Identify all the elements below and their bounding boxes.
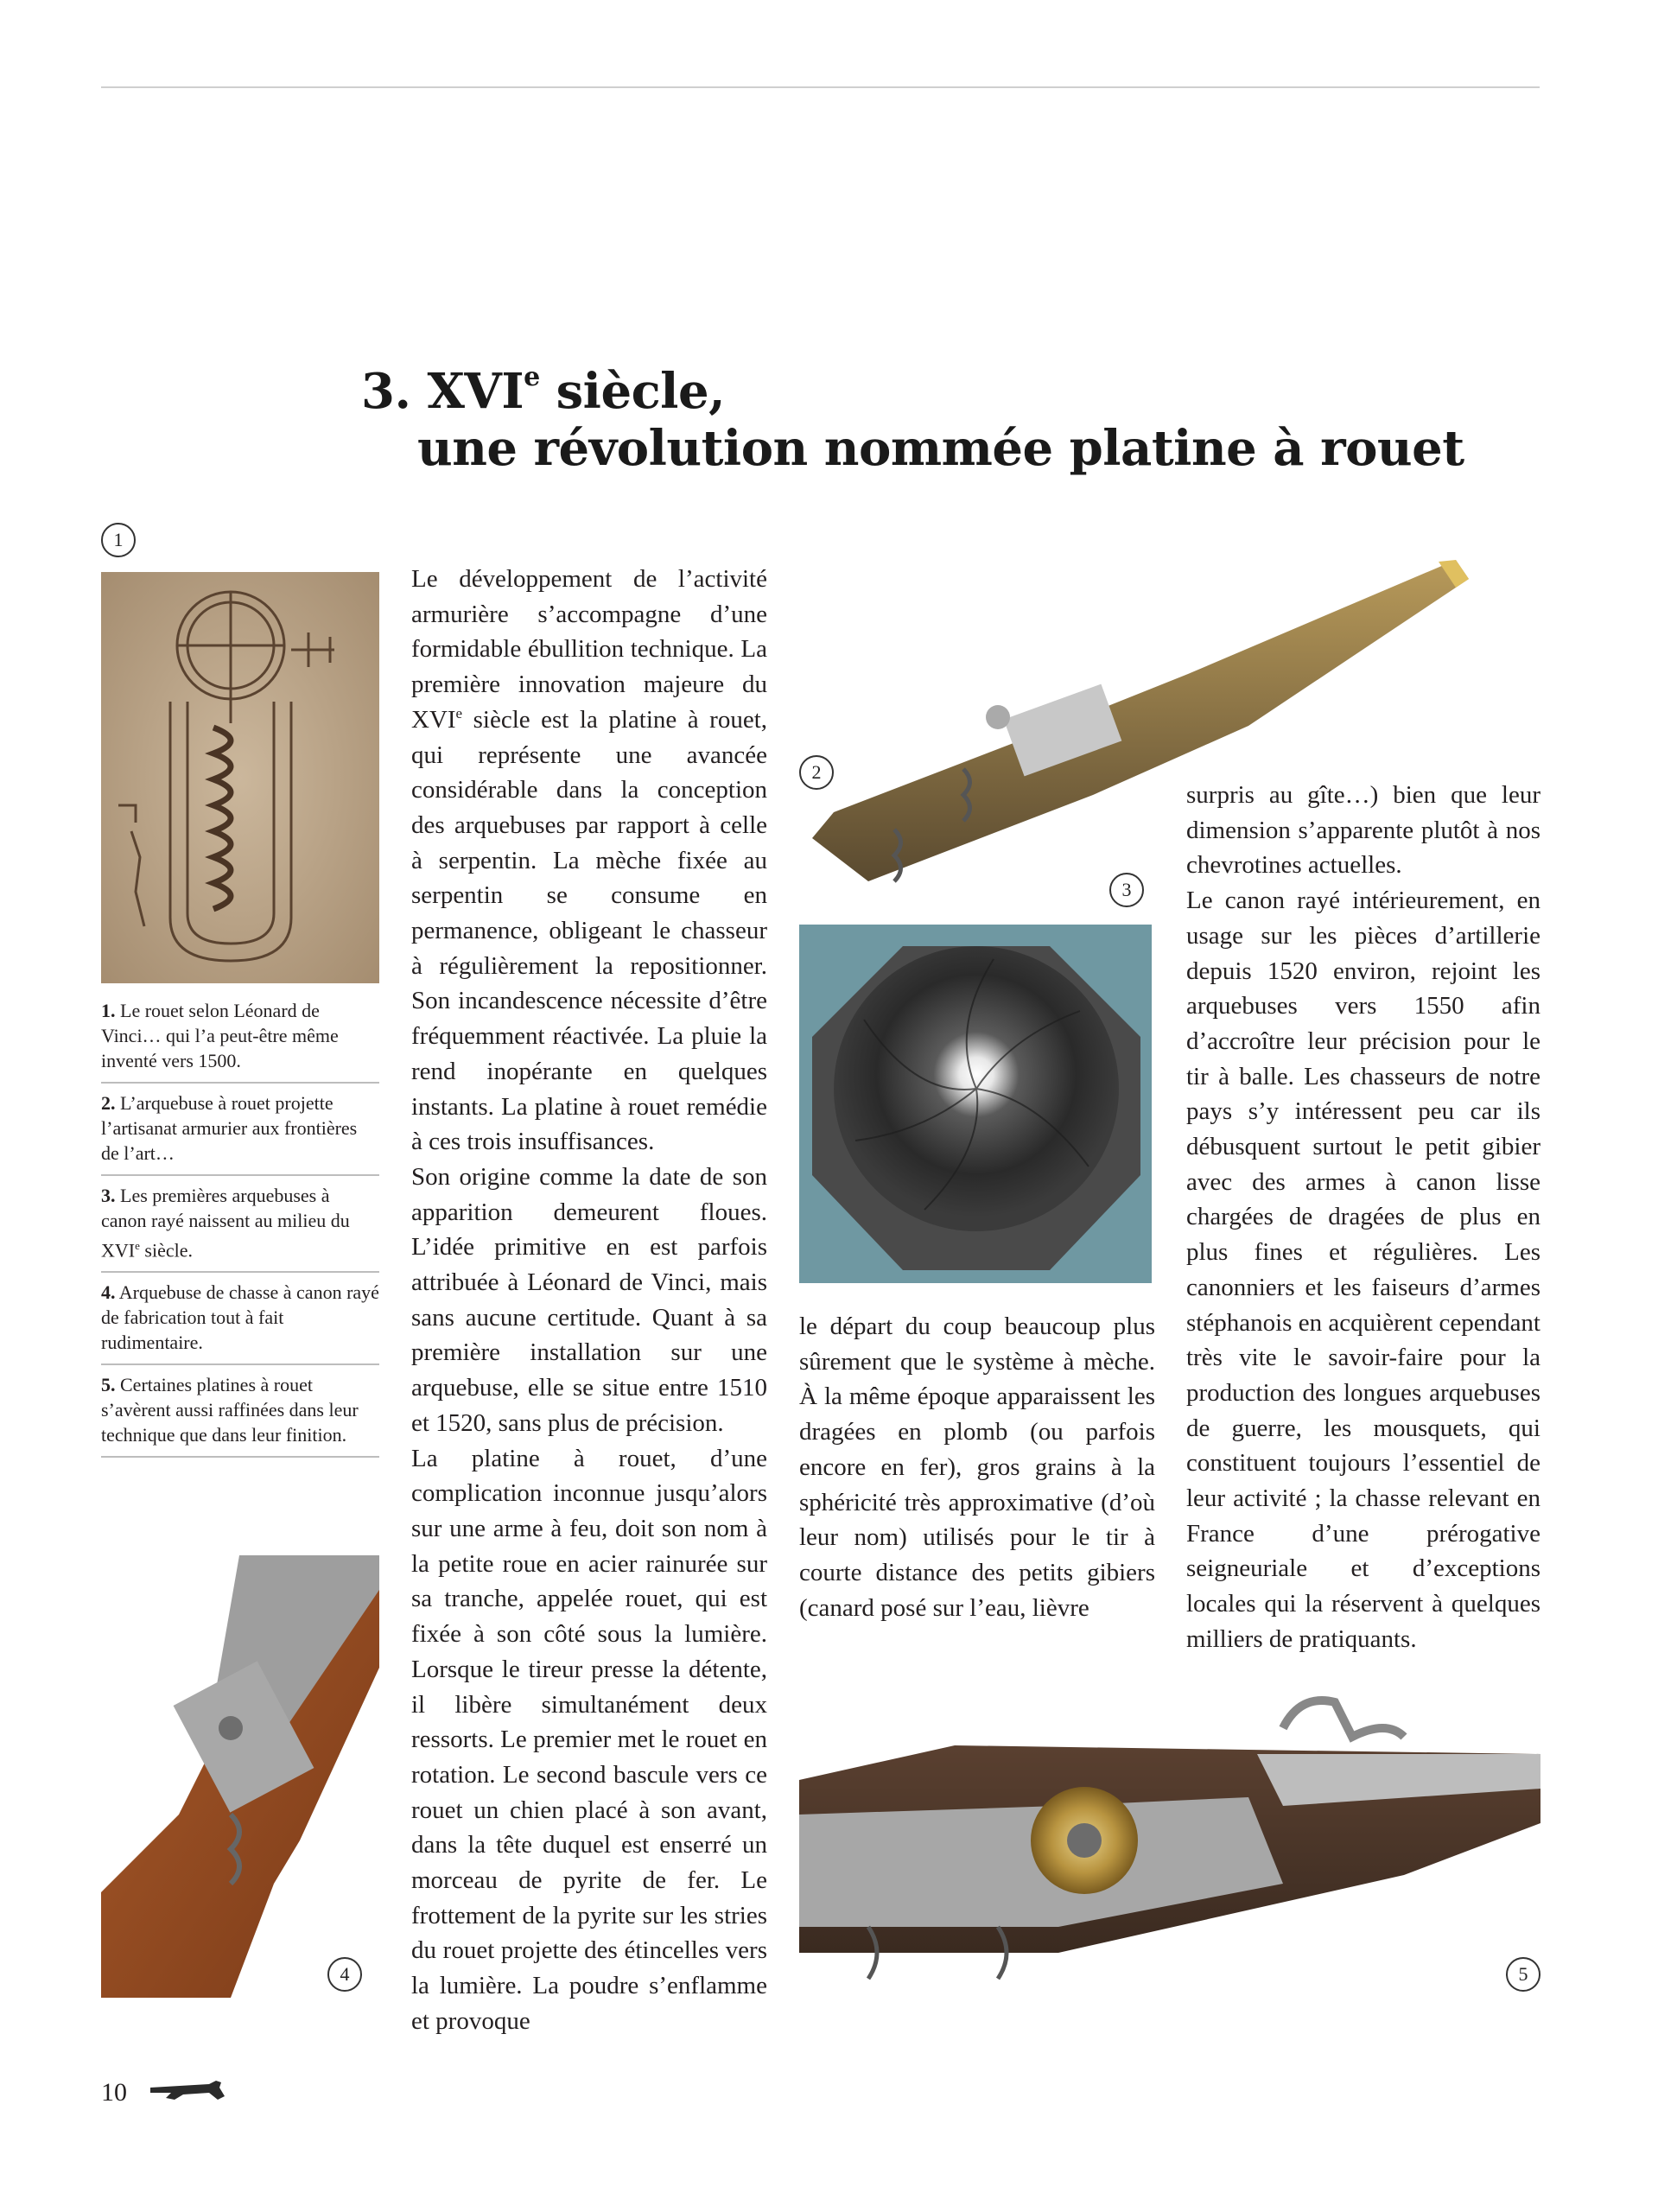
rifled-barrel-image [799,925,1152,1283]
figure-badge-3: 3 [1109,873,1144,907]
arquebus-stock-image [101,1555,379,1998]
title-number: 3. XVI [361,363,524,420]
figure-badge-2: 2 [799,755,834,790]
col2-paragraph-1: le départ du coup beaucoup plus sûrement que le système à mèche. À la même époque apparaissent les dragées en plomb (ou parfois encore en fer), gros grains à la sphéricité très approximative (d’où leur nom) utilisés pour le tir à courte distance des petits gibiers (canard posé sur l’eau, lièvre [799,1313,1155,1622]
caption-4: 4. Arquebuse de chasse à canon rayé de fabrication tout à fait rudimentaire. [101,1273,379,1365]
leonardo-sketch-image [101,572,379,983]
col3-paragraph-1: surpris au gîte…) bien que leur dimension s’apparente plutôt à nos chevrotines actuelles. [1186,781,1540,880]
caption-5: 5. Certaines platines à rouet s’avèrent aussi raffinées dans leur technique que dans leur finition. [101,1365,379,1458]
wheel-lock-mechanism-image [799,1668,1540,1987]
pistol-icon [149,2075,226,2103]
col3-paragraph-2: Le canon rayé intérieurement, en usage sur les pièces d’artillerie depuis 1520 environ, rejoint les arquebuses vers 1550 afin d’accroître leur précision pour le tir à balle. Les chasseurs de notre pays s’y intéressent peu car ils débusquent surtout le petit gibier avec des armes à canon lisse chargées de dragées de plus en plus fines et régulières. Les canonniers et les faiseurs d’armes stéphanois en acquièrent cependant très vite le savoir-faire pour la production des longues arquebuses de guerre, les mousquets, qui constituent toujours l’essentiel de leur activité ; la chasse relevant en France d’une prérogative seigneuriale et d’exceptions locales qui la réservent à quelques milliers de pratiquants. [1186,887,1540,1653]
title-line2: une révolution nommée platine à rouet [417,420,1464,477]
page-number: 10 [101,2078,127,2107]
col1-paragraph-3: La platine à rouet, d’une complication inconnue jusqu’alors sur une arme à feu, doit son nom à la petite roue en acier rainurée sur sa tranche, appelée rouet, qui est fixée à son côté sous la lumière. Lorsque le tireur presse la détente, il libère simultanément deux ressorts. Le premier met le rouet en rotation. Le second bascule vers ce rouet un chien placé à son avant, dans la tête duquel est enserré un morceau de pyrite de fer. Le frottement de la pyrite sur les stries du rouet projette des étincelles vers la lumière. La poudre s’enflamme et provoque [411,1444,767,2035]
chapter-title [361,363,1571,477]
caption-2: 2. L’arquebuse à rouet projette l’artisanat armurier aux frontières de l’art… [101,1084,379,1176]
text-column-2 [799,1309,1155,1625]
col1-paragraph-2: Son origine comme la date de son apparition demeurent floues. L’idée primitive en est parfois attribuée à Léonard de Vinci, mais sans aucune certitude. Quant à sa première installation sur une arquebuse, elle se situe entre 1510 et 1520, sans plus de précision. [411,1162,767,1437]
figure-badge-1: 1 [101,523,136,557]
title-line1-rest: siècle, [539,363,726,420]
text-column-1 [411,562,767,2039]
figure-captions [101,998,379,1458]
caption-1: 1. Le rouet selon Léonard de Vinci… qui l’a peut-être même inventé vers 1500. [101,998,379,1084]
col1-paragraph-1: Le développement de l’activité armurière s’accompagne d’une formidable ébullition technique. La première innovation majeure du XVIe siècle est la platine à rouet, qui représente une avancée considérable dans la conception des arquebuses par rapport à celle à serpentin. La mèche fixée au serpentin se consume en permanence, obligeant le chasseur à régulièrement la repositionner. Son incandescence nécessite d’être fréquemment réactivée. La pluie la rend inopérante en quelques instants. La platine à rouet remédie à ces trois insuffisances. [411,565,767,1156]
text-column-3 [1186,778,1540,1657]
figure-badge-5: 5 [1506,1957,1540,1992]
figure-badge-4: 4 [327,1957,362,1992]
title-sup: e [524,362,540,392]
header-rule [101,86,1540,88]
caption-3: 3. Les premières arquebuses à canon rayé naissent au milieu du XVIe siècle. [101,1176,379,1273]
